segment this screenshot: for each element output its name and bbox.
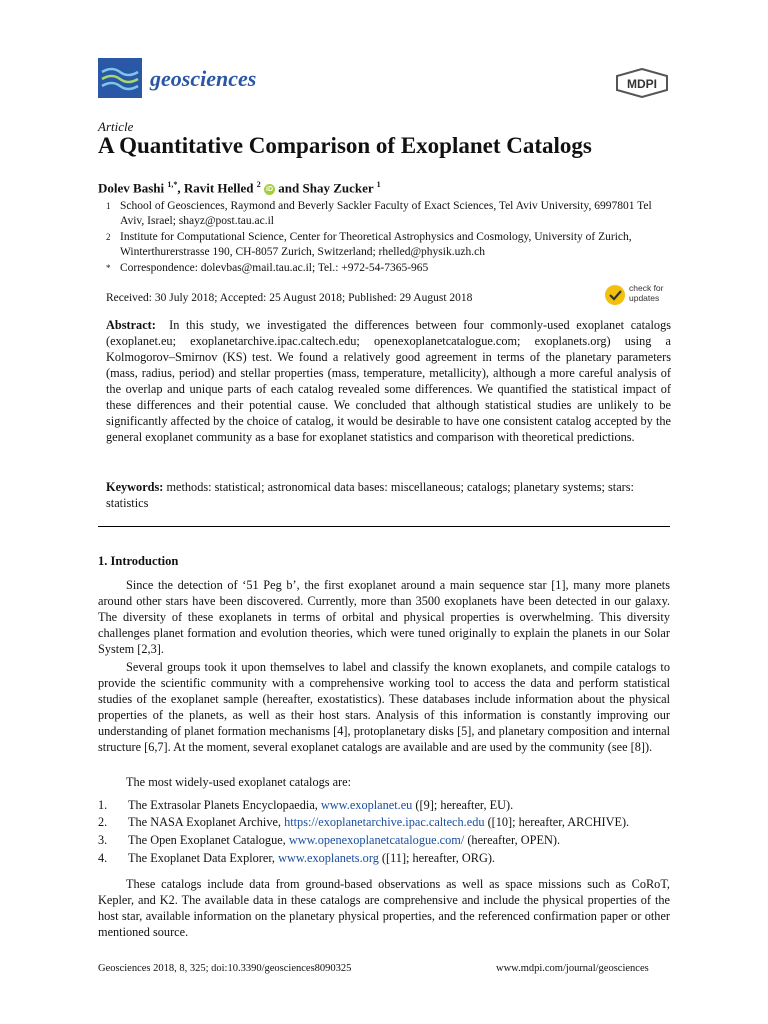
catalog-link[interactable]: www.exoplanets.org xyxy=(278,851,379,865)
author-list: Dolev Bashi $^{1,*}$, Ravit Helled $^2$ iD and Shay Zucker $^1$ xyxy=(98,180,381,196)
catalog-link[interactable]: www.openexoplanetcatalogue.com/ xyxy=(288,833,465,847)
catalog-link[interactable]: www.exoplanet.eu xyxy=(320,798,413,812)
article-type: Article xyxy=(98,119,134,134)
affiliation-1: 1 School of Geosciences, Raymond and Beverly Sackler Faculty of Exact Sciences, Tel Aviv University, 6997801 Tel Aviv, Israel; shayz@post.tau.ac.il xyxy=(106,200,652,227)
mdpi-logo-icon[interactable] xyxy=(614,68,670,98)
footer-url[interactable]: www.mdpi.com/journal/geosciences xyxy=(496,963,649,974)
divider xyxy=(98,526,670,527)
check-updates-icon xyxy=(604,284,626,306)
abstract-text: In this study, we investigated the differences between four commonly-used exoplanet catalogs (exoplanet.eu; exoplanetarchive.ipac.caltech.edu; openexoplanetcatalogue.com; exoplanets.org) using a Kolmogorov–Smirnov (KS) test. We found a relatively good agreement in terms of the planetary parameters (mass, radius, period) and stellar properties (mass, temperature, metallicity), although a more careful analysis of the overlap and unique parts of each catalog revealed some differences. We quantified the statistical impact of these differences and their potential cause. We concluded that although statistical studies are unlikely to be significantly affected by the choice of catalog, it would be desirable to have one consistent catalog accepted by the general exoplanet community as a base for exoplanet statistics and comparison with theoretical predictions. xyxy=(106,318,672,444)
orcid-icon[interactable]: iD xyxy=(266,186,274,194)
list-item: 1. The Extrasolar Planets Encyclopaedia, www.exoplanet.eu ([9]; hereafter, EU). xyxy=(98,798,514,812)
catalog-link[interactable]: https://exoplanetarchive.ipac.caltech.edu xyxy=(284,815,485,829)
keywords-text: methods: statistical; astronomical data bases: miscellaneous; catalogs; planetary systems; stars: statistics xyxy=(106,480,634,510)
list-item: 2. The NASA Exoplanet Archive, https://exoplanetarchive.ipac.caltech.edu ([10]; hereafter, ARCHIVE). xyxy=(98,815,630,829)
footer-citation: Geosciences 2018, 8, 325; doi:10.3390/geosciences8090325 xyxy=(98,963,352,974)
intro-paragraph-4: These catalogs include data from ground-based observations as well as space missions such as CoRoT, Kepler, and K2. The available data in these catalogs are comprehensive and include the physical properties of the host star, available information on the planetary physical properties, and the referenced confirmation paper or other mentioned source. xyxy=(98,877,670,939)
list-item: 4. The Exoplanet Data Explorer, www.exoplanets.org ([11]; hereafter, ORG). xyxy=(98,851,496,865)
intro-paragraph-2: Several groups took it upon themselves to label and classify the known exoplanets, and compile catalogs to provide the scientific community with a comprehensive working tool to access the data and perform statistical studies of the exoplanet sample (hereafter, exostatistics). These databases include information about the physical properties of the planets, as well as their host stars. Analysis of this information is constantly improving our understanding of planet formation mechanisms [4], protoplanetary disks [5], and planetary composition and internal structure [6,7]. At the moment, several exoplanet catalogs are available and are used by the community (see [8]). xyxy=(98,660,670,754)
publication-dates: Received: 30 July 2018; Accepted: 25 August 2018; Published: 29 August 2018 xyxy=(106,292,473,304)
journal-name: geosciences xyxy=(150,66,257,91)
intro-paragraph-1: Since the detection of ‘51 Peg b’, the first exoplanet around a main sequence star [1], many more planets around other stars have been discovered. Currently, more than 3500 exoplanets have been detected in our galaxy. The diversity of these exoplanets in terms of orbital and physical properties is overwhelming. This diversity challenges planet formation and evolution theories, which were tuned originally to explain the planets in our Solar System [2,3]. xyxy=(98,578,670,656)
affiliation-2: 2 Institute for Computational Science, Center for Theoretical Astrophysics and Cosmology, University of Zurich, Winterthurerstrasse 190, CH-8057 Zurich, Switzerland; rhelled@physik.uzh.ch xyxy=(106,231,632,258)
list-item: 3. The Open Exoplanet Catalogue, www.openexoplanetcatalogue.com/ (hereafter, OPEN). xyxy=(98,833,561,847)
publisher-name: MDPI xyxy=(627,77,657,91)
section-heading: 1. Introduction xyxy=(98,554,179,568)
journal-logo-icon xyxy=(98,58,142,98)
paper-title: A Quantitative Comparison of Exoplanet Catalogs xyxy=(98,133,592,158)
abstract: Abstract: In this study, we investigated the differences between four commonly-used exoplanet catalogs (exoplanet.eu; exoplanetarchive.ipac.caltech.edu; openexoplanetcatalogue.com; exoplanets.org) using a Kolmogorov–Smirnov (KS) test. We found a relatively good agreement in terms of the planetary parameters (mass, radius, period) and stellar properties (mass, temperature, metallicity), although a more careful analysis of the overlap and unique parts of each catalog revealed some differences. We quantified the statistical impact of these differences and their potential cause. We concluded that although statistical studies are unlikely to be significantly affected by the choice of catalog, it would be desirable to have one consistent catalog accepted by the general exoplanet community as a base for exoplanet statistics and comparison with theoretical predictions. xyxy=(106,318,672,444)
check-updates-label: check for updates xyxy=(629,283,664,303)
check-for-updates-badge[interactable] xyxy=(604,282,674,310)
keywords: Keywords: methods: statistical; astronomical data bases: miscellaneous; catalogs; planetary systems; stars: statistics xyxy=(106,480,634,510)
correspondence: * Correspondence: dolevbas@mail.tau.ac.il; Tel.: +972-54-7365-965 xyxy=(106,262,429,274)
intro-paragraph-3: The most widely-used exoplanet catalogs are: xyxy=(126,775,352,789)
